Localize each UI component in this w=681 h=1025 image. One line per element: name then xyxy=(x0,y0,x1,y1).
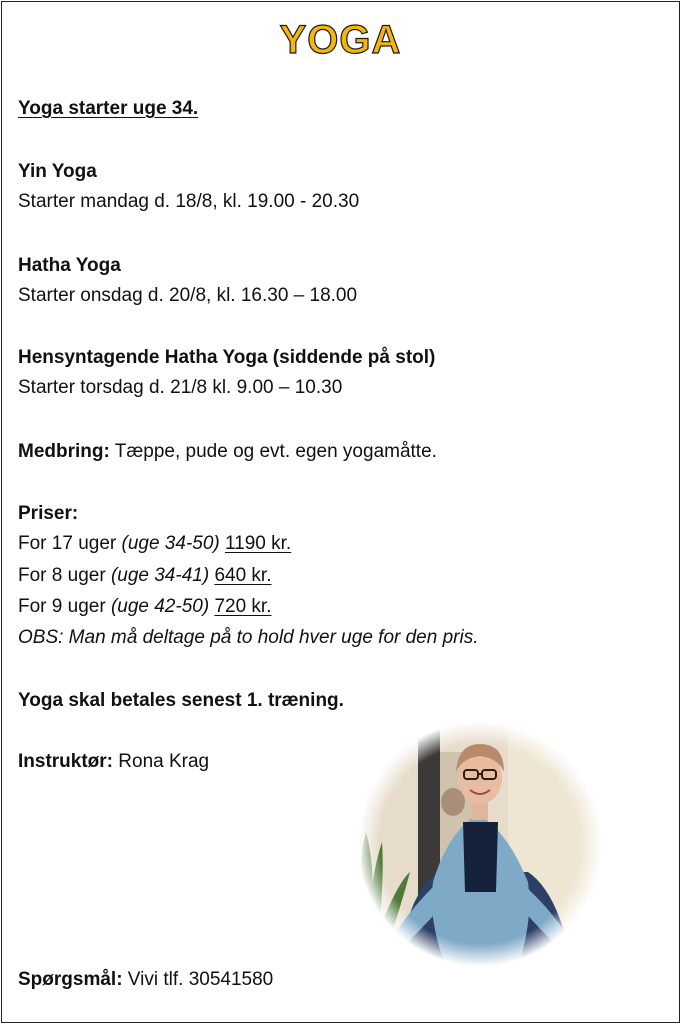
yoga-flyer xyxy=(1,1,680,1023)
class-hatha-name: Hatha Yoga xyxy=(18,255,121,276)
price-label: For 17 uger xyxy=(18,533,122,554)
class-chair-hatha-schedule: Starter torsdag d. 21/8 kl. 9.00 – 10.30 xyxy=(18,377,343,398)
instructor-line xyxy=(18,750,209,774)
contact-line xyxy=(18,968,273,992)
price-row xyxy=(18,564,272,588)
class-yin-schedule: Starter mandag d. 18/8, kl. 19.00 - 20.30 xyxy=(18,191,360,212)
class-hatha-schedule: Starter onsdag d. 20/8, kl. 16.30 – 18.00 xyxy=(18,285,358,306)
instructor-portrait-icon xyxy=(358,722,602,966)
bring-text: Tæppe, pude og evt. egen yogamåtte. xyxy=(109,441,437,462)
class-yin-name: Yin Yoga xyxy=(18,161,97,182)
contact-label: Spørgsmål: xyxy=(18,969,123,990)
price-label: For 8 uger xyxy=(18,565,111,586)
price-amount: 1190 kr. xyxy=(225,533,292,554)
bring-line xyxy=(18,440,437,464)
prices-heading: Priser: xyxy=(18,503,79,524)
price-amount: 720 kr. xyxy=(214,596,272,617)
price-row xyxy=(18,595,272,619)
instructor-label: Instruktør: xyxy=(18,751,113,772)
instructor-photo xyxy=(358,722,602,966)
page-title: YOGA xyxy=(279,18,402,62)
prices-note: OBS: Man må deltage på to hold hver uge for den pris. xyxy=(18,627,479,648)
price-period: (uge 42-50) xyxy=(110,596,210,617)
bring-label: Medbring: xyxy=(18,441,110,462)
payment-note: Yoga skal betales senest 1. træning. xyxy=(18,690,344,711)
instructor-name: Rona Krag xyxy=(113,751,210,772)
price-period: (uge 34-50) xyxy=(121,533,220,554)
price-row xyxy=(18,532,291,556)
contact-text: Vivi tlf. 30541580 xyxy=(122,969,274,990)
intro-text: Yoga starter uge 34. xyxy=(18,98,199,119)
price-amount: 640 kr. xyxy=(214,565,272,586)
class-chair-hatha-name: Hensyntagende Hatha Yoga (siddende på stol) xyxy=(18,347,436,368)
price-label: For 9 uger xyxy=(18,596,111,617)
price-period: (uge 34-41) xyxy=(110,565,210,586)
